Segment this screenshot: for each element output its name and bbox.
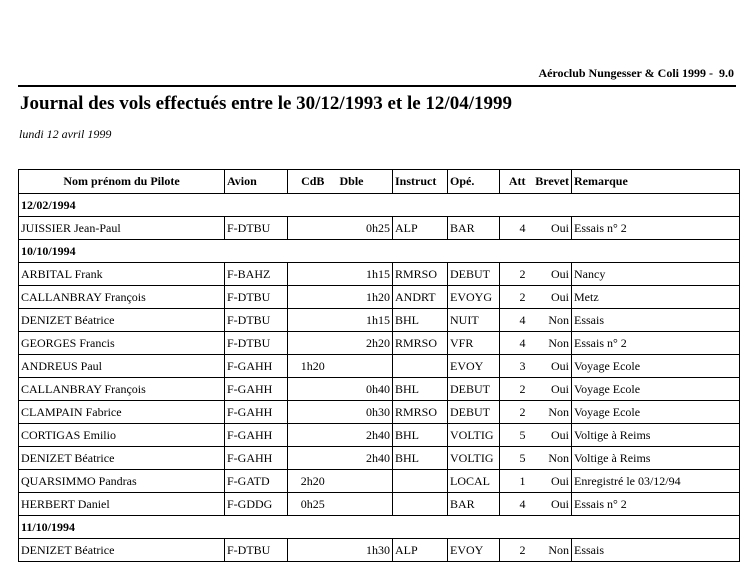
cell-instructor — [393, 493, 448, 516]
cell-remark: Enregistré le 03/12/94 — [572, 470, 740, 493]
date-group-row — [19, 240, 740, 263]
cell-brevet: Oui — [528, 470, 572, 493]
cell-dble — [338, 355, 393, 378]
cell-pilot: QUARSIMMO Pandras — [19, 470, 225, 493]
group-date: 10/10/1994 — [19, 240, 740, 263]
cell-pilot: GEORGES Francis — [19, 332, 225, 355]
cell-pilot: ARBITAL Frank — [19, 263, 225, 286]
cell-att: 3 — [500, 355, 528, 378]
cell-plane: F-GAHH — [225, 401, 288, 424]
col-brevet: Brevet — [528, 170, 572, 194]
cell-att: 1 — [500, 470, 528, 493]
cell-brevet: Non — [528, 447, 572, 470]
cell-pilot: CORTIGAS Emilio — [19, 424, 225, 447]
cell-operation: VOLTIG — [448, 447, 500, 470]
table-row — [19, 217, 740, 240]
report-date: lundi 12 avril 1999 — [19, 127, 112, 141]
col-instructor: Instruct — [393, 170, 448, 194]
report-title: Journal des vols effectués entre le 30/12/1993 et le 12/04/1999 — [20, 93, 512, 114]
date-group-row — [19, 516, 740, 539]
cell-plane: F-GATD — [225, 470, 288, 493]
cell-dble: 2h40 — [338, 424, 393, 447]
table-row — [19, 355, 740, 378]
col-att: Att — [500, 170, 528, 194]
cell-plane: F-GAHH — [225, 355, 288, 378]
cell-plane: F-GAHH — [225, 424, 288, 447]
cell-remark: Voltige à Reims — [572, 424, 740, 447]
cell-remark: Nancy — [572, 263, 740, 286]
cell-pilot: DENIZET Béatrice — [19, 539, 225, 562]
cell-plane: F-GAHH — [225, 447, 288, 470]
cell-cdb: 1h20 — [288, 355, 338, 378]
cell-cdb — [288, 401, 338, 424]
table-row — [19, 263, 740, 286]
cell-cdb: 0h25 — [288, 493, 338, 516]
cell-instructor — [393, 470, 448, 493]
header-rule — [18, 85, 736, 87]
cell-pilot: JUISSIER Jean-Paul — [19, 217, 225, 240]
cell-dble: 1h30 — [338, 539, 393, 562]
cell-dble — [338, 470, 393, 493]
cell-brevet: Oui — [528, 424, 572, 447]
cell-cdb — [288, 286, 338, 309]
table-row — [19, 447, 740, 470]
cell-operation: EVOY — [448, 355, 500, 378]
cell-brevet: Oui — [528, 355, 572, 378]
cell-instructor — [393, 355, 448, 378]
cell-operation: DEBUT — [448, 401, 500, 424]
col-pilot: Nom prénom du Pilote — [19, 170, 225, 194]
cell-cdb — [288, 539, 338, 562]
group-date: 12/02/1994 — [19, 194, 740, 217]
table-row — [19, 378, 740, 401]
cell-remark: Voltige à Reims — [572, 447, 740, 470]
cell-operation: DEBUT — [448, 378, 500, 401]
cell-plane: F-DTBU — [225, 217, 288, 240]
cell-plane: F-GDDG — [225, 493, 288, 516]
table-header-row — [19, 170, 740, 194]
cell-instructor: ALP — [393, 217, 448, 240]
cell-instructor: BHL — [393, 424, 448, 447]
cell-dble — [338, 493, 393, 516]
cell-brevet: Oui — [528, 217, 572, 240]
cell-cdb — [288, 309, 338, 332]
cell-att: 2 — [500, 539, 528, 562]
flight-log-table — [18, 169, 740, 562]
cell-plane: F-DTBU — [225, 309, 288, 332]
cell-remark: Voyage Ecole — [572, 355, 740, 378]
group-date: 11/10/1994 — [19, 516, 740, 539]
date-group-row — [19, 194, 740, 217]
cell-dble: 2h20 — [338, 332, 393, 355]
cell-cdb — [288, 378, 338, 401]
cell-pilot: CALLANBRAY François — [19, 378, 225, 401]
cell-dble: 2h40 — [338, 447, 393, 470]
cell-att: 4 — [500, 217, 528, 240]
cell-brevet: Non — [528, 539, 572, 562]
cell-brevet: Oui — [528, 286, 572, 309]
table-row — [19, 470, 740, 493]
cell-remark: Essais n° 2 — [572, 493, 740, 516]
cell-cdb — [288, 424, 338, 447]
cell-instructor: ANDRT — [393, 286, 448, 309]
cell-instructor: ALP — [393, 539, 448, 562]
cell-plane: F-DTBU — [225, 286, 288, 309]
club-header: Aéroclub Nungesser & Coli 1999 - 9.0 — [538, 66, 734, 80]
cell-att: 2 — [500, 286, 528, 309]
cell-remark: Essais n° 2 — [572, 217, 740, 240]
cell-dble: 0h25 — [338, 217, 393, 240]
cell-brevet: Oui — [528, 493, 572, 516]
cell-dble: 0h40 — [338, 378, 393, 401]
cell-att: 4 — [500, 332, 528, 355]
table-row — [19, 424, 740, 447]
cell-remark: Essais — [572, 309, 740, 332]
cell-instructor: RMRSO — [393, 332, 448, 355]
cell-att: 2 — [500, 263, 528, 286]
col-dble: Dble — [338, 170, 393, 194]
cell-instructor: BHL — [393, 378, 448, 401]
cell-remark: Essais n° 2 — [572, 332, 740, 355]
col-remark: Remarque — [572, 170, 740, 194]
cell-operation: BAR — [448, 217, 500, 240]
cell-pilot: DENIZET Béatrice — [19, 447, 225, 470]
cell-brevet: Non — [528, 401, 572, 424]
table-row — [19, 401, 740, 424]
cell-cdb — [288, 217, 338, 240]
col-operation: Opé. — [448, 170, 500, 194]
cell-pilot: DENIZET Béatrice — [19, 309, 225, 332]
cell-brevet: Oui — [528, 378, 572, 401]
table-row — [19, 539, 740, 562]
cell-pilot: HERBERT Daniel — [19, 493, 225, 516]
cell-att: 2 — [500, 378, 528, 401]
cell-cdb — [288, 332, 338, 355]
cell-remark: Voyage Ecole — [572, 378, 740, 401]
cell-pilot: ANDREUS Paul — [19, 355, 225, 378]
cell-dble: 0h30 — [338, 401, 393, 424]
cell-att: 5 — [500, 447, 528, 470]
cell-instructor: RMRSO — [393, 263, 448, 286]
cell-att: 4 — [500, 493, 528, 516]
cell-operation: DEBUT — [448, 263, 500, 286]
table-row — [19, 286, 740, 309]
cell-dble: 1h20 — [338, 286, 393, 309]
cell-plane: F-GAHH — [225, 378, 288, 401]
cell-instructor: BHL — [393, 309, 448, 332]
cell-brevet: Oui — [528, 263, 572, 286]
cell-plane: F-BAHZ — [225, 263, 288, 286]
cell-dble: 1h15 — [338, 263, 393, 286]
table-row — [19, 332, 740, 355]
cell-operation: EVOYG — [448, 286, 500, 309]
cell-cdb — [288, 447, 338, 470]
table-row — [19, 493, 740, 516]
cell-dble: 1h15 — [338, 309, 393, 332]
cell-operation: BAR — [448, 493, 500, 516]
cell-plane: F-DTBU — [225, 539, 288, 562]
cell-remark: Voyage Ecole — [572, 401, 740, 424]
cell-operation: NUIT — [448, 309, 500, 332]
cell-instructor: RMRSO — [393, 401, 448, 424]
cell-att: 4 — [500, 309, 528, 332]
cell-cdb: 2h20 — [288, 470, 338, 493]
cell-remark: Essais — [572, 539, 740, 562]
col-cdb: CdB — [288, 170, 338, 194]
cell-remark: Metz — [572, 286, 740, 309]
cell-operation: VOLTIG — [448, 424, 500, 447]
cell-pilot: CLAMPAIN Fabrice — [19, 401, 225, 424]
cell-brevet: Non — [528, 332, 572, 355]
cell-pilot: CALLANBRAY François — [19, 286, 225, 309]
cell-att: 5 — [500, 424, 528, 447]
cell-operation: LOCAL — [448, 470, 500, 493]
cell-instructor: BHL — [393, 447, 448, 470]
cell-brevet: Non — [528, 309, 572, 332]
cell-att: 2 — [500, 401, 528, 424]
cell-plane: F-DTBU — [225, 332, 288, 355]
cell-operation: VFR — [448, 332, 500, 355]
cell-cdb — [288, 263, 338, 286]
table-row — [19, 309, 740, 332]
col-plane: Avion — [225, 170, 288, 194]
cell-operation: EVOY — [448, 539, 500, 562]
